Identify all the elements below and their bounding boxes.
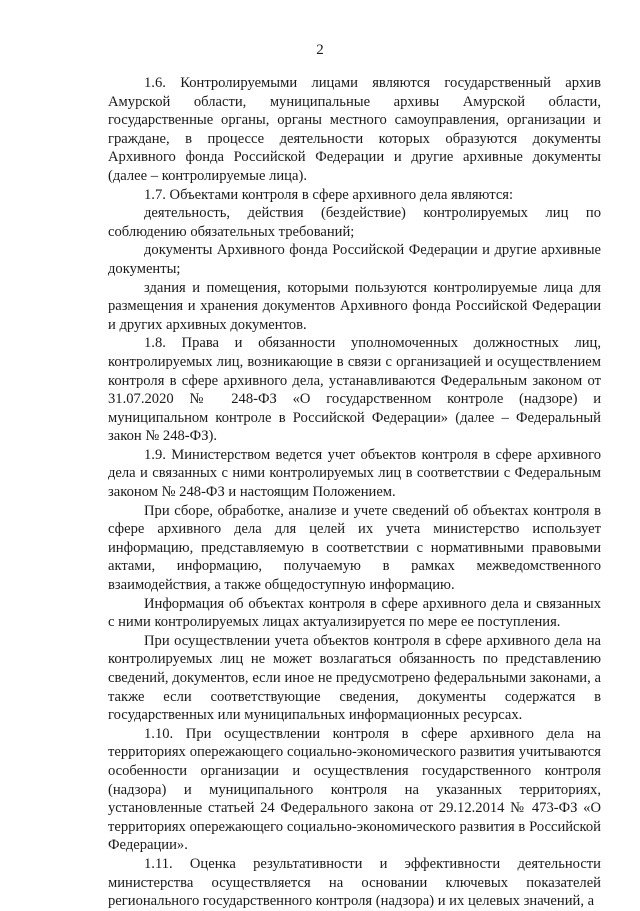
paragraph-1-9-update: Информация об объектах контроля в сфере архивного дела и связанных с ними контролируемых лицах актуализируется по мере ее поступления. <box>108 595 601 631</box>
paragraph-1-7: 1.7. Объектами контроля в сфере архивного дела являются: <box>144 186 514 203</box>
paragraph-1-10: 1.10. При осуществлении контроля в сфере архивного дела на территориях опережающего социально-экономического развития учитываются особенности организации и осуществления государственного контроля (надзора) и муниципального контроля на указанных территориях, установленные статьей 24 Федерального закона от 29.12.2014 № 473-ФЗ «О территориях опережающего социально-экономического развития в Российской Федерации». <box>108 725 601 854</box>
paragraph-1-7-item-activity: деятельность, действия (бездействие) контролируемых лиц по соблюдению обязательных требований; <box>108 205 601 240</box>
paragraph-1-9: 1.9. Министерством ведется учет объектов контроля в сфере архивного дела и связанных с ними контролируемых лиц в соответствии с Федеральным законом № 248-ФЗ и настоящим Положением. <box>108 446 601 501</box>
document-body <box>108 74 601 911</box>
page-number: 2 <box>316 42 324 58</box>
paragraph-1-6: 1.6. Контролируемыми лицами являются государственный архив Амурской области, муниципальные архивы Амурской области, государственные органы, органы местного самоуправления, организации и граждане, в процессе деятельности которых образуются документы Архивного фонда Российской Федерации и другие архивные документы (далее – контролируемые лица). <box>108 75 601 184</box>
paragraph-1-7-item-documents: документы Архивного фонда Российской Федерации и другие архивные документы; <box>108 242 601 277</box>
paragraph-1-11: 1.11. Оценка результативности и эффективности деятельности министерства осуществляется на основании ключевых показателей регионального государственного контроля (надзора) и их целевых значений, а <box>108 855 601 910</box>
paragraph-1-7-item-buildings: здания и помещения, которыми пользуются контролируемые лица для размещения и хранения документов Архивного фонда Российской Федерации и других архивных документов. <box>108 279 601 333</box>
paragraph-1-9-obligation: При осуществлении учета объектов контроля в сфере архивного дела на контролируемых лиц не может возлагаться обязанность по представлению сведений, документов, если иное не предусмотрено федеральными законами, а также если соответствующие сведения, документы содержатся в государственных или муниципальных информационных ресурсах. <box>108 632 601 724</box>
paragraph-1-9-collection: При сборе, обработке, анализе и учете сведений об объектах контроля в сфере архивного дела для целей их учета министерство использует информацию, представляемую в соответствии с нормативными правовыми актами, информацию, получаемую в рамках межведомственного взаимодействия, а также общедоступную информацию. <box>108 502 601 594</box>
paragraph-1-8: 1.8. Права и обязанности уполномоченных должностных лиц, контролируемых лиц, возникающие в связи с организацией и осуществлением контроля в сфере архивного дела, устанавливаются Федеральным законом от 31.07.2020 № 248-ФЗ «О государственном контроле (надзоре) и муниципальном контроле в Российской Федерации» (далее – Федеральный закон № 248-ФЗ). <box>108 335 601 445</box>
